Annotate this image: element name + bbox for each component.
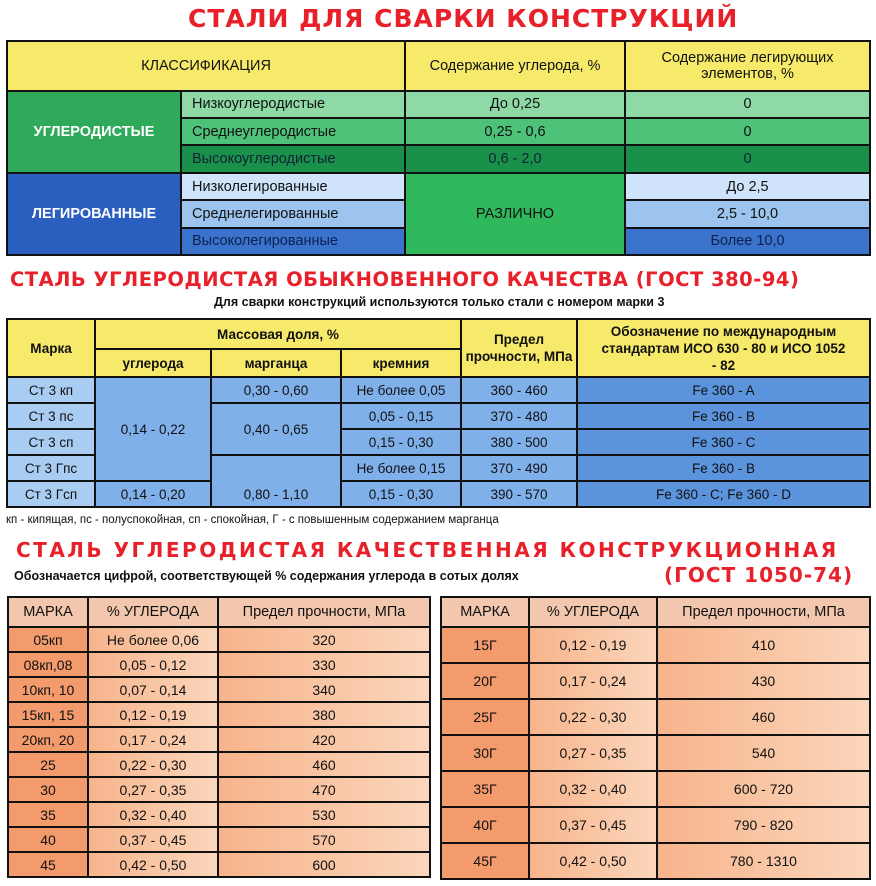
strength-cell: 380 — [218, 702, 430, 727]
carbon-type: Низкоуглеродистые — [181, 91, 405, 118]
manganese-cell: 0,40 - 0,65 — [211, 403, 341, 455]
gost-1050-label: (ГОСТ 1050-74) — [664, 563, 854, 587]
table-row — [441, 807, 870, 843]
strength-cell: 370 - 490 — [461, 455, 577, 481]
table-row — [441, 843, 870, 879]
table-row — [8, 652, 430, 677]
alloy-type: Среднелегированные — [181, 200, 405, 227]
header-silicon: кремния — [341, 349, 461, 377]
strength-cell: 470 — [218, 777, 430, 802]
steel-classification-table — [6, 40, 871, 256]
mark-cell: 45Г — [441, 843, 529, 879]
strength-cell: 420 — [218, 727, 430, 752]
alloy-value: 0 — [625, 145, 870, 172]
header-mark: МАРКА — [8, 597, 88, 627]
carbon-value: 0,25 - 0,6 — [405, 118, 625, 145]
mark-cell: Ст 3 Гсп — [7, 481, 95, 507]
std-cell: Fe 360 - C — [577, 429, 870, 455]
quality-steel-table-right — [440, 596, 871, 880]
std-cell: Fe 360 - B — [577, 455, 870, 481]
carbon-cell: 0,14 - 0,20 — [95, 481, 211, 507]
mark-cell: Ст 3 Гпс — [7, 455, 95, 481]
header-carbon-percent: % УГЛЕРОДА — [88, 597, 218, 627]
std-cell: Fe 360 - C; Fe 360 - D — [577, 481, 870, 507]
std-cell: Fe 360 - A — [577, 377, 870, 403]
carbon-percent-cell: 0,22 - 0,30 — [529, 699, 657, 735]
alloy-value: До 2,5 — [625, 173, 870, 200]
strength-cell: 540 — [657, 735, 870, 771]
strength-cell: 380 - 500 — [461, 429, 577, 455]
alloy-value: Более 10,0 — [625, 228, 870, 255]
mark-cell: 25 — [8, 752, 88, 777]
std-cell: Fe 360 - B — [577, 403, 870, 429]
mark-cell: 40Г — [441, 807, 529, 843]
header-strength: Предел прочности, МПа — [461, 319, 577, 377]
carbon-percent-cell: 0,37 - 0,45 — [529, 807, 657, 843]
carbon-percent-cell: 0,42 - 0,50 — [529, 843, 657, 879]
table-row — [8, 702, 430, 727]
carbon-percent-cell: 0,12 - 0,19 — [529, 627, 657, 663]
carbon-type: Среднеуглеродистые — [181, 118, 405, 145]
header-mass-fraction: Массовая доля, % — [95, 319, 461, 349]
silicon-cell: Не более 0,15 — [341, 455, 461, 481]
table-row — [441, 735, 870, 771]
strength-cell: 600 - 720 — [657, 771, 870, 807]
header-manganese: марганца — [211, 349, 341, 377]
table-row — [441, 663, 870, 699]
table-row — [441, 627, 870, 663]
mark-cell: 45 — [8, 852, 88, 877]
carbon-percent-cell: Не более 0,06 — [88, 627, 218, 652]
carbon-percent-cell: 0,05 - 0,12 — [88, 652, 218, 677]
carbon-percent-cell: 0,27 - 0,35 — [88, 777, 218, 802]
table-row — [8, 827, 430, 852]
table-row — [8, 677, 430, 702]
mark-cell: 30Г — [441, 735, 529, 771]
subtitle-ordinary-carbon-steel: Для сварки конструкций используются только стали с номером марки 3 — [214, 295, 665, 309]
mark-cell: 30 — [8, 777, 88, 802]
table-row — [8, 727, 430, 752]
mark-cell: 35Г — [441, 771, 529, 807]
mark-cell: 20Г — [441, 663, 529, 699]
header-carbon-content: Содержание углерода, % — [405, 41, 625, 91]
mark-cell: Ст 3 пс — [7, 403, 95, 429]
header-strength: Предел прочности, МПа — [657, 597, 870, 627]
table-row — [8, 627, 430, 652]
silicon-cell: 0,15 - 0,30 — [341, 429, 461, 455]
mark-cell: Ст 3 кп — [7, 377, 95, 403]
strength-cell: 460 — [218, 752, 430, 777]
carbon-value: 0,6 - 2,0 — [405, 145, 625, 172]
header-carbon-percent: % УГЛЕРОДА — [529, 597, 657, 627]
mark-cell: 35 — [8, 802, 88, 827]
table-row — [8, 777, 430, 802]
carbon-percent-cell: 0,37 - 0,45 — [88, 827, 218, 852]
mark-cell: 08кп,08 — [8, 652, 88, 677]
silicon-cell: Не более 0,05 — [341, 377, 461, 403]
header-alloy-content: Содержание легирующих элементов, % — [625, 41, 870, 91]
carbon-percent-cell: 0,32 - 0,40 — [529, 771, 657, 807]
mark-cell: 10кп, 10 — [8, 677, 88, 702]
table-row — [8, 802, 430, 827]
strength-cell: 460 — [657, 699, 870, 735]
strength-cell: 330 — [218, 652, 430, 677]
quality-steel-table-left — [7, 596, 431, 878]
strength-cell: 430 — [657, 663, 870, 699]
strength-cell: 320 — [218, 627, 430, 652]
legend-steel-types: кп - кипящая, пс - полуспокойная, сп - спокойная, Г - с повышенным содержанием марганца — [6, 514, 499, 526]
strength-cell: 410 — [657, 627, 870, 663]
strength-cell: 340 — [218, 677, 430, 702]
carbon-percent-cell: 0,42 - 0,50 — [88, 852, 218, 877]
table-row — [441, 699, 870, 735]
strength-cell: 390 - 570 — [461, 481, 577, 507]
alloy-value: 2,5 - 10,0 — [625, 200, 870, 227]
carbon-percent-cell: 0,17 - 0,24 — [88, 727, 218, 752]
title-welding-steels: СТАЛИ ДЛЯ СВАРКИ КОНСТРУКЦИЙ — [188, 4, 739, 33]
strength-cell: 370 - 480 — [461, 403, 577, 429]
group-carbon: УГЛЕРОДИСТЫЕ — [7, 91, 181, 173]
manganese-cell: 0,30 - 0,60 — [211, 377, 341, 403]
mark-cell: 15кп, 15 — [8, 702, 88, 727]
strength-cell: 570 — [218, 827, 430, 852]
mark-cell: 20кп, 20 — [8, 727, 88, 752]
carbon-percent-cell: 0,07 - 0,14 — [88, 677, 218, 702]
carbon-value: До 0,25 — [405, 91, 625, 118]
gost-380-table — [6, 318, 871, 508]
title-ordinary-carbon-steel: СТАЛЬ УГЛЕРОДИСТАЯ ОБЫКНОВЕННОГО КАЧЕСТВА (ГОСТ 380-94) — [10, 268, 800, 291]
manganese-cell: 0,80 - 1,10 — [211, 455, 341, 507]
group-alloy: ЛЕГИРОВАННЫЕ — [7, 173, 181, 255]
subtitle-quality-carbon-steel: Обозначается цифрой, соответствующей % содержания углерода в сотых долях — [14, 569, 519, 583]
header-carbon: углерода — [95, 349, 211, 377]
carbon-cell: 0,14 - 0,22 — [95, 377, 211, 481]
mark-cell: 15Г — [441, 627, 529, 663]
alloy-carbon-value: РАЗЛИЧНО — [405, 173, 625, 255]
strength-cell: 600 — [218, 852, 430, 877]
mark-cell: 40 — [8, 827, 88, 852]
carbon-percent-cell: 0,12 - 0,19 — [88, 702, 218, 727]
carbon-percent-cell: 0,32 - 0,40 — [88, 802, 218, 827]
header-international-std: Обозначение по международным стандартам ИСО 630 - 80 и ИСО 1052 - 82 — [577, 319, 870, 377]
header-classification: КЛАССИФИКАЦИЯ — [7, 41, 405, 91]
table-row — [441, 771, 870, 807]
strength-cell: 530 — [218, 802, 430, 827]
alloy-type: Высоколегированные — [181, 228, 405, 255]
carbon-percent-cell: 0,17 - 0,24 — [529, 663, 657, 699]
strength-cell: 780 - 1310 — [657, 843, 870, 879]
mark-cell: 05кп — [8, 627, 88, 652]
strength-cell: 790 - 820 — [657, 807, 870, 843]
alloy-value: 0 — [625, 91, 870, 118]
header-strength: Предел прочности, МПа — [218, 597, 430, 627]
table-row — [8, 752, 430, 777]
carbon-percent-cell: 0,27 - 0,35 — [529, 735, 657, 771]
mark-cell: Ст 3 сп — [7, 429, 95, 455]
strength-cell: 360 - 460 — [461, 377, 577, 403]
header-mark: Марка — [7, 319, 95, 377]
title-quality-carbon-steel: СТАЛЬ УГЛЕРОДИСТАЯ КАЧЕСТВЕННАЯ КОНСТРУКЦИОННАЯ — [16, 538, 839, 562]
mark-cell: 25Г — [441, 699, 529, 735]
silicon-cell: 0,15 - 0,30 — [341, 481, 461, 507]
carbon-type: Высокоуглеродистые — [181, 145, 405, 172]
alloy-value: 0 — [625, 118, 870, 145]
alloy-type: Низколегированные — [181, 173, 405, 200]
silicon-cell: 0,05 - 0,15 — [341, 403, 461, 429]
carbon-percent-cell: 0,22 - 0,30 — [88, 752, 218, 777]
header-mark: МАРКА — [441, 597, 529, 627]
table-row — [8, 852, 430, 877]
